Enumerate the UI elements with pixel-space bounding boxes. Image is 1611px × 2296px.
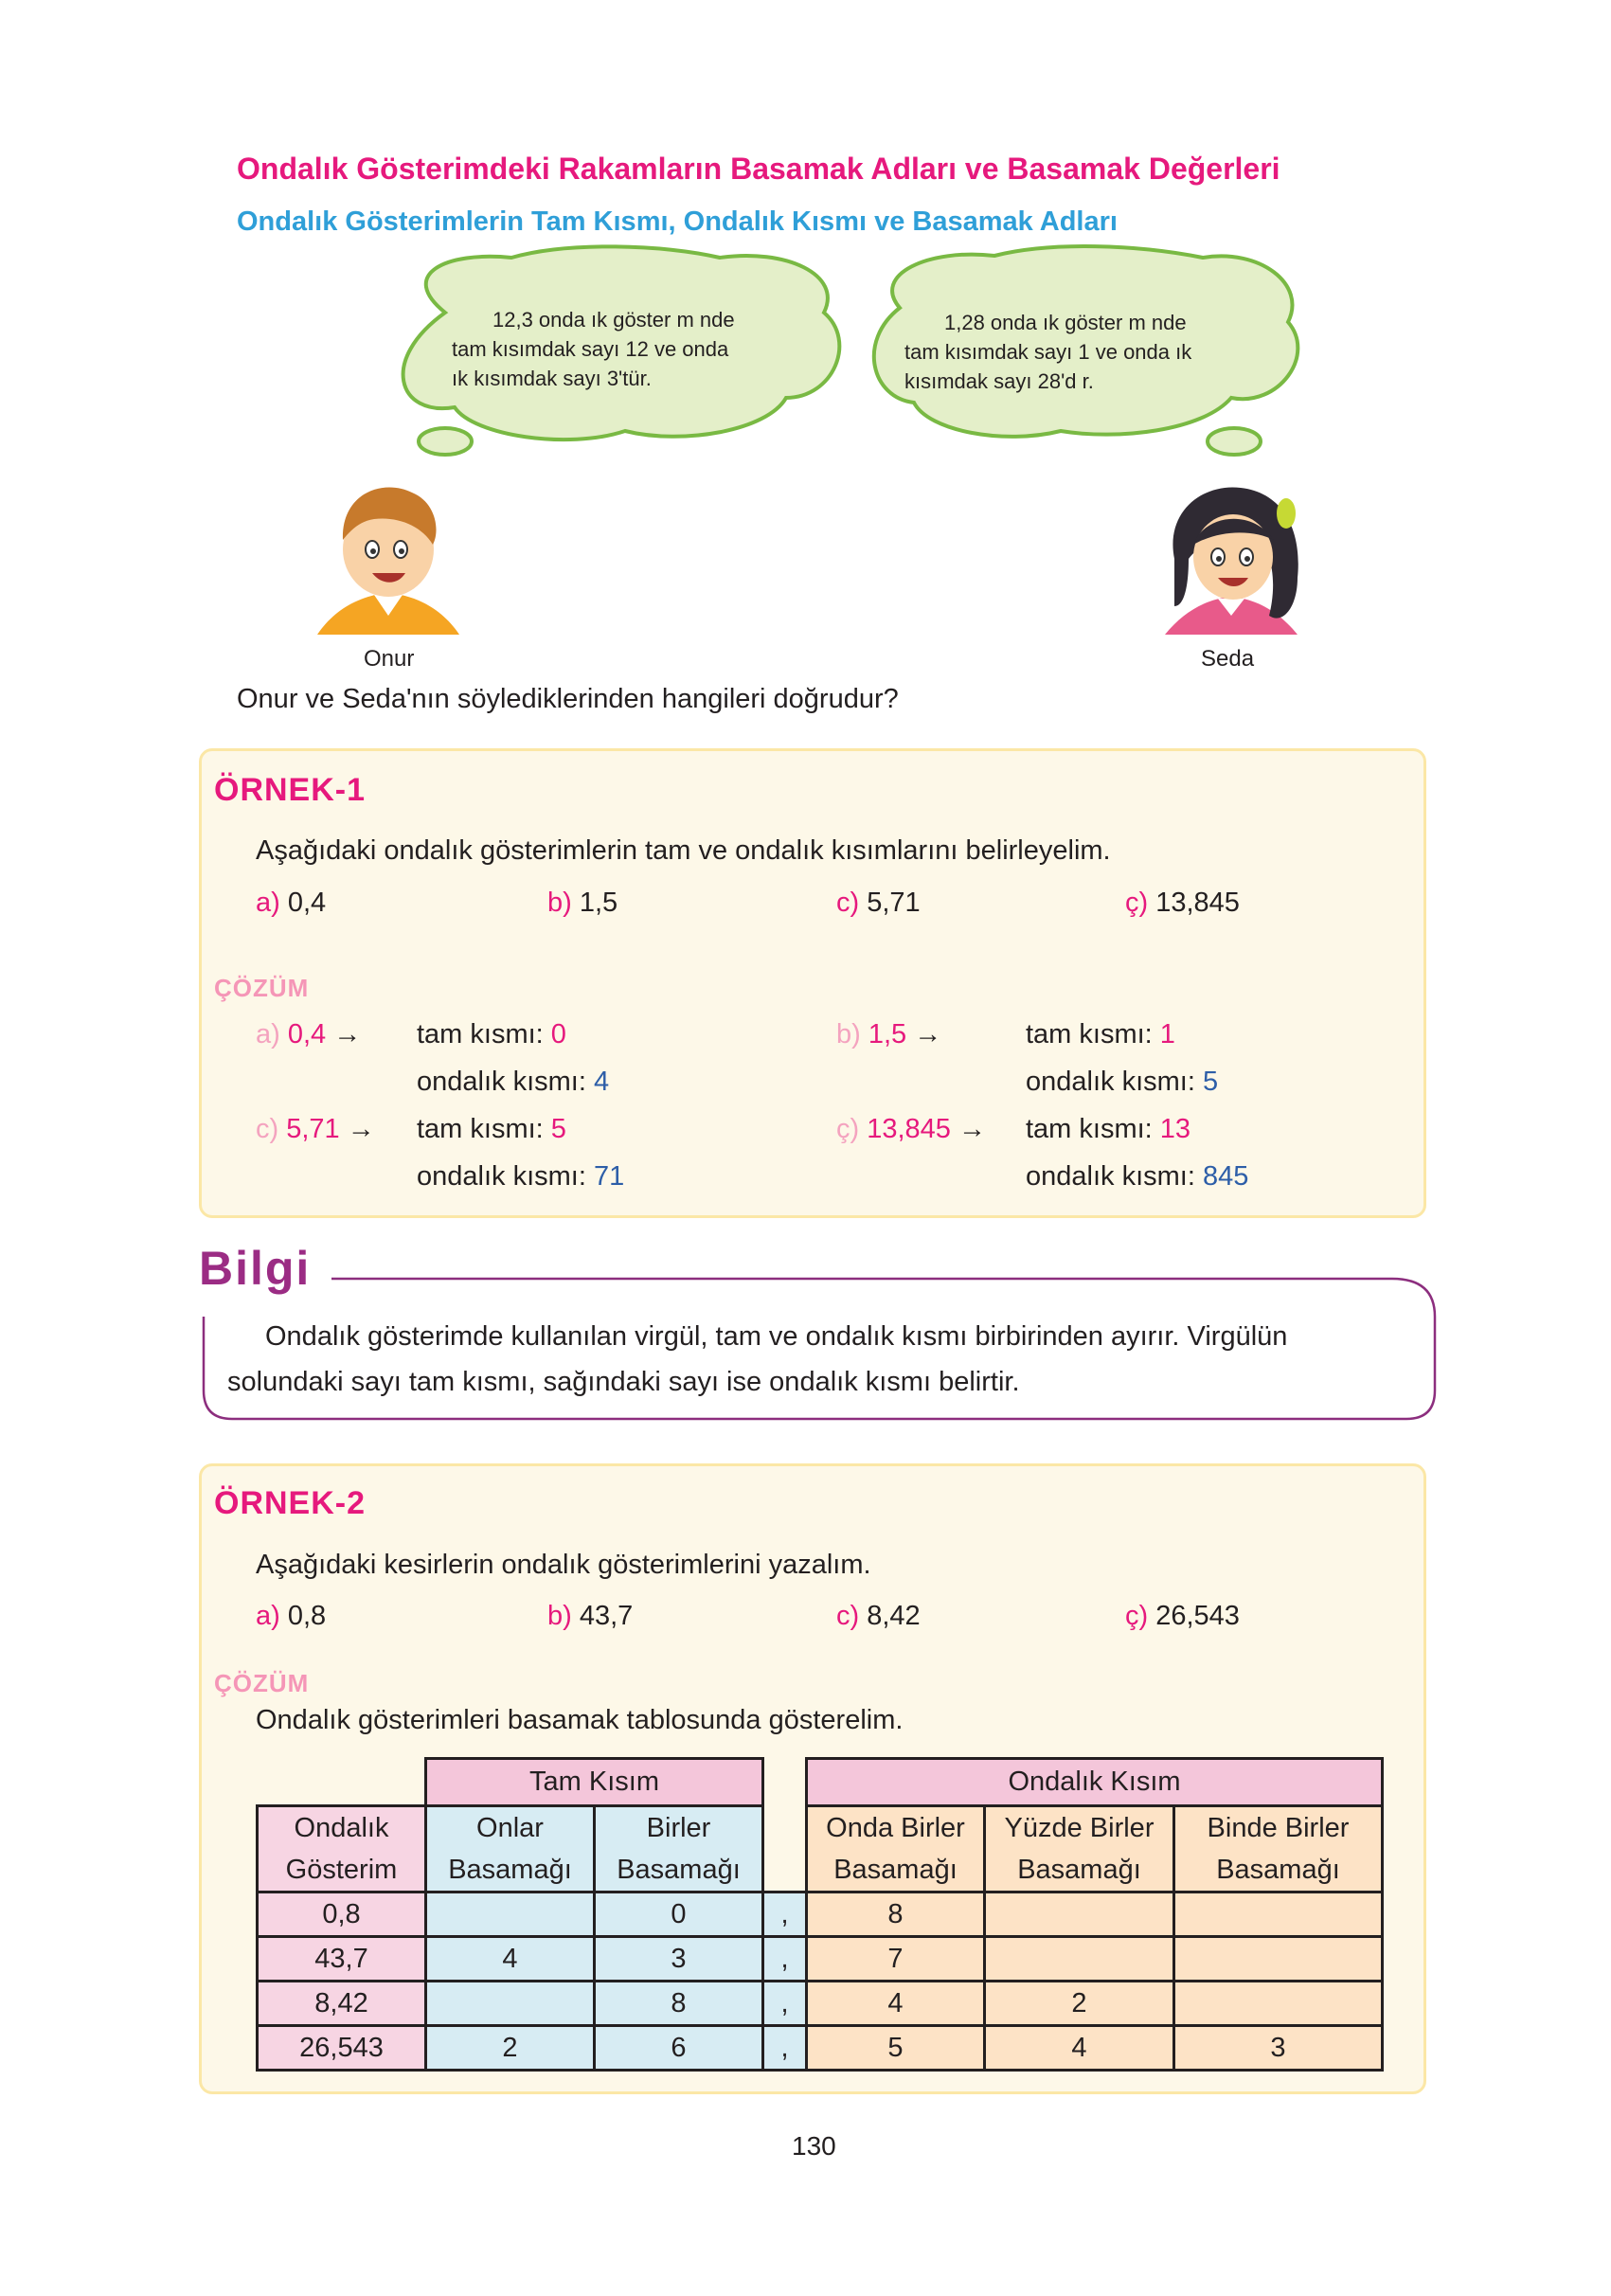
seda-character-illustration: [1146, 474, 1316, 644]
cell-onda: 7: [807, 1937, 985, 1982]
bilgi-line-2: solundaki sayı tam kısmı, sağındaki sayı ise ondalık kısmı belirtir.: [227, 1367, 1020, 1397]
solution-b-value: b) 1,5 →: [836, 1019, 942, 1049]
place-value-table: [256, 1757, 1384, 2072]
example-2-prompt: Aşağıdaki kesirlerin ondalık gösterimlerini yazalım.: [256, 1550, 871, 1580]
question-text: Onur ve Seda'nın söylediklerinden hangileri doğrudur?: [237, 684, 899, 714]
col-header-binde-birler: Binde Birler Basamağı: [1174, 1806, 1383, 1892]
page-number: 130: [792, 2131, 836, 2161]
example-1-card: [199, 748, 1426, 1218]
seda-name: Seda: [1201, 646, 1255, 672]
example-1-item-cc: ç) 13,845: [1125, 888, 1240, 918]
page-title: Ondalık Gösterimdeki Rakamların Basamak Adları ve Basamak Değerleri: [237, 152, 1280, 186]
cell-onlar: 4: [426, 1937, 595, 1982]
bilgi-line-1: Ondalık gösterimde kullanılan virgül, tam ve ondalık kısmı birbirinden ayırır. Virgülün: [265, 1321, 1288, 1352]
cell-yuzde: 4: [985, 2026, 1174, 2071]
cell-birler: 0: [595, 1892, 763, 1937]
cell-birler: 8: [595, 1982, 763, 2026]
ondalik-kisim-header: Ondalık Kısım: [807, 1759, 1383, 1806]
example-2-item-a: a) 0,8: [256, 1601, 327, 1631]
solution-a-tam: tam kısmı: 0: [417, 1019, 566, 1049]
solution-b-tam: tam kısmı: 1: [1026, 1019, 1175, 1049]
arrow-icon: →: [914, 1019, 942, 1049]
example-2-item-c: c) 8,42: [836, 1601, 921, 1631]
arrow-icon: →: [347, 1114, 375, 1144]
cell-comma: ,: [763, 1937, 807, 1982]
cell-onlar: 2: [426, 2026, 595, 2071]
solution-c-value: c) 5,71 →: [256, 1114, 375, 1144]
thought-bubbles: [0, 0, 1611, 720]
col-header-onda-birler: Onda Birler Basamağı: [807, 1806, 985, 1892]
cell-comma: ,: [763, 1982, 807, 2026]
cell-yuzde: [985, 1937, 1174, 1982]
col-header-yuzde-birler: Yüzde Birler Basamağı: [985, 1806, 1174, 1892]
cell-onda: 5: [807, 2026, 985, 2071]
cell-value: 0,8: [258, 1892, 426, 1937]
onur-bubble-text: 12,3 onda ık göster m nde tam kısımdak sayı 12 ve onda ık kısımdak sayı 3'tür.: [452, 308, 735, 390]
bilgi-label: Bilgi: [199, 1242, 312, 1295]
cell-onlar: [426, 1892, 595, 1937]
table-row: [258, 1982, 1383, 2026]
example-2-item-cc: ç) 26,543: [1125, 1601, 1240, 1631]
cell-birler: 6: [595, 2026, 763, 2071]
tam-kisim-header: Tam Kısım: [426, 1759, 763, 1806]
solution-cc-tam: tam kısmı: 13: [1026, 1114, 1191, 1144]
example-1-item-b: b) 1,5: [547, 888, 618, 918]
solution-b-ondalik: ondalık kısmı: 5: [1026, 1067, 1219, 1097]
solution-cc-ondalik: ondalık kısmı: 845: [1026, 1161, 1249, 1192]
example-1-prompt: Aşağıdaki ondalık gösterimlerin tam ve ondalık kısımlarını belirleyelim.: [256, 835, 1111, 866]
cell-onda: 8: [807, 1892, 985, 1937]
cell-comma: ,: [763, 2026, 807, 2071]
example-2-label: ÖRNEK-2: [214, 1485, 367, 1521]
seda-bubble-text: 1,28 onda ık göster m nde tam kısımdak sayı 1 ve onda ık kısımdak sayı 28'd r.: [904, 311, 1192, 393]
cell-onlar: [426, 1982, 595, 2026]
table-column-header-row: [258, 1806, 1383, 1892]
onur-bubble-dot: [419, 428, 472, 455]
seda-bubble-dot: [1208, 428, 1261, 455]
example-2-solution-label: ÇÖZÜM: [214, 1669, 310, 1697]
page-subtitle: Ondalık Gösterimlerin Tam Kısmı, Ondalık Kısmı ve Basamak Adları: [237, 206, 1118, 237]
solution-a-ondalik: ondalık kısmı: 4: [417, 1067, 610, 1097]
cell-yuzde: 2: [985, 1982, 1174, 2026]
table-row: [258, 1892, 1383, 1937]
cell-value: 8,42: [258, 1982, 426, 2026]
table-group-header-row: [258, 1759, 1383, 1806]
cell-binde: 3: [1174, 2026, 1383, 2071]
arrow-icon: →: [958, 1114, 986, 1144]
solution-c-ondalik: ondalık kısmı: 71: [417, 1161, 625, 1192]
cell-binde: [1174, 1937, 1383, 1982]
onur-name: Onur: [364, 646, 415, 672]
example-1-solution-label: ÇÖZÜM: [214, 974, 310, 1002]
example-1-item-a: a) 0,4: [256, 888, 327, 918]
table-row: [258, 2026, 1383, 2071]
cell-value: 26,543: [258, 2026, 426, 2071]
example-2-solution-text: Ondalık gösterimleri basamak tablosunda gösterelim.: [256, 1705, 904, 1735]
cell-birler: 3: [595, 1937, 763, 1982]
cell-binde: [1174, 1892, 1383, 1937]
col-header-onlar: Onlar Basamağı: [426, 1806, 595, 1892]
example-1-label: ÖRNEK-1: [214, 772, 367, 808]
solution-c-tam: tam kısmı: 5: [417, 1114, 566, 1144]
cell-onda: 4: [807, 1982, 985, 2026]
solution-cc-value: ç) 13,845 →: [836, 1114, 986, 1144]
cell-binde: [1174, 1982, 1383, 2026]
cell-value: 43,7: [258, 1937, 426, 1982]
arrow-icon: →: [333, 1019, 362, 1049]
example-2-item-b: b) 43,7: [547, 1601, 634, 1631]
col-header-birler: Birler Basamağı: [595, 1806, 763, 1892]
solution-a-value: a) 0,4 →: [256, 1019, 362, 1049]
example-1-item-c: c) 5,71: [836, 888, 921, 918]
col-header-ondalik-gosterim: Ondalık Gösterim: [258, 1806, 426, 1892]
onur-character-illustration: [308, 474, 469, 644]
table-row: [258, 1937, 1383, 1982]
cell-comma: ,: [763, 1892, 807, 1937]
cell-yuzde: [985, 1892, 1174, 1937]
